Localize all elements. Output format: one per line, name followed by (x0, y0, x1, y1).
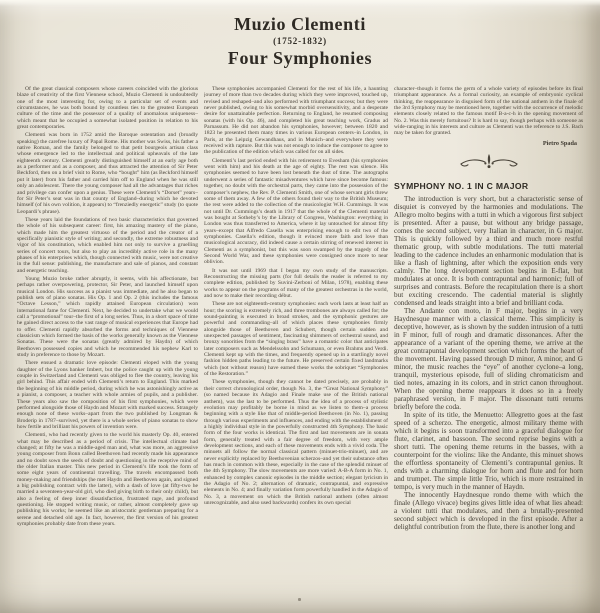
continuation-paragraph: character–though it forms the germ of a whole variety of episodes before its final triumphant appearance. As a formal curiosity, an example of embryonic cyclical thinking, the reappearance in disguised form of the national anthem in the finale of the 3rd Symphony may be mentioned here, together with the occurrence of melodic elements closely related to the famous motif B-a-c-h in the opening movement of No. 2. Was this merely fortuitous? It is hard to say, though perhaps with someone as wide-ranging in his interests and culture as Clementi was the reference to J.S. Bach may be taken for granted. (394, 86, 583, 137)
paragraph: These symphonies accompanied Clementi for the rest of his life, a haunting journey of more than two decades during which they were improved, touched up, revised and reshaped–and also performed with triumphant success; but they were never published, owing to his somewhat morbid oversensitivity, and a desperate desire for unattainable perfection. Returning to England, he resumed composing sonatas (with his Op. 46), and completed his great teaching work, Gradus ad Parnassum. He did not abandon his symphonies, however; between 1820 and 1823 he presented them many times in various European centers–in London, in Paris, at the Leipzig Gewandhaus, and in Munich–and everywhere they were received with rapture. But this was not enough to induce the composer to agree to the publication of the edition which was called for on all sides. (204, 86, 388, 156)
column-right (394, 86, 583, 607)
column-left (17, 86, 198, 607)
paragraph: It was not until 1969 that I began my own study of the manuscripts. Reconstructing the missing parts (for full details the reader is referred to my complete edition, published by Suvini-Zerboni of Milan, 1978), enabling these works to appear on the programs of many of the greatest orchestras in the world, and now to make their recording début. (204, 267, 388, 299)
page-center-mark (298, 598, 301, 601)
paragraph: Of the great classical composers whose careers coincided with the glorious blaze of creativity of the first Viennese school, Muzio Clementi is undoubtedly one of the most interesting for, owing to a particular set of events and circumstances, he was both bound by countless ties to the greatest European culture of the time and the possessor of a quality of anomalous uniqueness–which meant that he occupied a somewhat isolated position in relation to his great contemporaries. (17, 86, 198, 131)
paragraph: The innocently Haydnesque rondo theme with which the finale (Allego vivace) begins gives little idea of what lies ahead: a violent tutti that modulates, and then a brutally-presented second subject which is developed in the first episode. After a delightful contribution from the flute, there is another long and (394, 490, 583, 531)
paragraph: There ensued a dramatic love episode: Clementi eloped with the young daughter of the Lyons banker Imbert, but the police caught up with the young couple in Switzerland and Clementi was obliged to flee the country, leaving his girl behind. This affair ended with Clementi’s return to England. This marked the beginning of his middle period, during which he was astonishingly active as a pianist, a composer, a teacher with whole armies of pupils, and a publisher. These years also saw the composition of his first symphonies, which were performed alongside those of Haydn and Mozart with marked success. Strangely enough none of these works–apart from the two published by Longman & Broderip in 1787–survived, yet there is a whole series of piano sonatas to show how fertile and brilliant his powers of invention were. (17, 360, 198, 430)
page-top-edge (0, 0, 600, 6)
fleuron-ornament (394, 153, 583, 175)
paragraph: Clementi’s last period ended with his retirement to Evesham (his symphonies went with him) and his death at the age of eighty. The rest was silence. His symphonies seemed to have been lost beneath the dust of time. The autographs underwent a series of fantastic misadventures which have since become famous: together, no doubt with the orchestral parts, they came into the possession of the composer’s nephew, the Rev. P. Clementi Smith, one of whose servant girls threw some of them away. A few of the others found their way to the British Museum; the rest were added to the collection of the musicologist W.H. Cummings. It was not until Dr. Cummings’s death in 1917 that the whole of the Clementi material was bought at Sotheby’s by the Library of Congress, Washington: everything in London was thus transferred to America, where it lay untouched for almost fifty years–except that Alfredo Casella was enterprising enough to edit two of the symphonies. Casella’s edition, though it evinced more faith and love than musicological accuracy, did indeed cause a certain stirring of renewed interest in Clementi as a symphonist, but this was soon swamped by the tragedy of the Second World War, and these symphonies were consigned once more to near oblivion. (204, 157, 388, 266)
paragraph: The introduction is very short, but a characteristic sense of disquiet is conveyed by the harmonies and modulations. The Allegro molto begins with a tutti in which a vigorous first subject is presented. After a pause, but without any bridge passage, comes the second subject, very Italian in character, in G major. This is quickly followed by a third and much more restful thematic group, with subtle modulations. The tutti material leading to the cadence includes an enharmonic modulation that is like a flash of lightning, after which the exposition ends very calmly. The long development section begins in E-flat, but modulates at once. It is both contrapuntal and harmonic; full of surprises and contrasts. Before the recapitulation there is a short but exciting crescendo. The cadential material is slightly condensed and leads straight into a brief and brilliant coda. (394, 194, 583, 307)
symphony-1-notes (394, 195, 583, 531)
author-byline: Pietro Spada (542, 139, 577, 147)
title-block (0, 14, 600, 69)
paragraph: These years laid the foundations of two basic characteristics that governed the whole of his subsequent career: first, his amazing mastery of the piano, which made him the greatest virtuoso of the period and the creator of a specifically pianistic style of writing; and secondly, the extreme robustness and vigor of his constitution, which enabled him not only to survive a gruelling series of concert tours, but also to play an incredibly active role in the many phases of his enterprises which, though connected with music, were not creative in the full sense: publishing, the manufacture and sale of pianos, and constant and energetic teaching. (17, 216, 198, 274)
section-heading: SYMPHONY NO. 1 IN C MAJOR (394, 180, 529, 191)
paragraph: Clementi was born in 1752 amid the Baroque ostentation and (broadly speaking) the carefree luxury of Papal Rome. His mother was Swiss, his father a native Roman, and the family belonged to that petit bourgeois artisan class whose emergence led to the intellectual and political upheavals of the late eighteenth century. Clementi greatly distinguished himself at an early age both as a performer and as a composer, and thus attracted the attention of Sir Peter Beckford, then on a brief visit to Rome, who “bought” him (as Beckford himself put it later) from his father and carried him off to England when he was still only an adolescent. There the young composer had all the advantages that riches and privilege can confer upon a genius. These were Clementi’s “Dorset” years–for Sir Peter’s seat was in that county of England–during which he devoted himself (of his own volition, it appears) to “frenziedly energetic” study (to quote Leopardi’s phrase). (17, 132, 198, 215)
paragraph: The Andante con moto, in F major, begins in a very Haydnesque manner with a classical theme. This simplicity is deceptive, however, as is shown by the sudden intrusion of a tutti in F minor, full of rough and dramatic dissonances. After the appearance of a variant of the opening theme, we arrive at the great contrapuntal development section which forms the heart of the movement. Having passed through D minor, A minor, and G minor, the music reaches the “eye” of another cyclone–a long, tranquil, mysterious episode, full of sliding chromaticism and tied notes, amazing in its colors, and in strict canon throughout. When the opening theme reappears it does so in a freely paraphrased version, in F major. The dissonant tutti returns briefly before the coda. (394, 306, 583, 411)
text-columns (17, 86, 587, 607)
paragraph: These are not eighteenth-century symphonies: each work lasts at least half an hour; the scoring is extremely rich, and three trombones are always called for; the sound-painting is executed in broad strokes, and the symphonic gestures are powerful and commanding–all of which places these symphonies firmly alongside those of Beethoven and Schubert, though certain sudden and unexpected passages of sentiment, fascinating shimmers of orchestral sound, and bronzy sonorities from the “singing brass” have a romantic color that anticipates later composers such as Mendelssohn and Schumann, or even Brahms and Verdi. Clementi kept up with the times, and frequently opened up in a startlingly novel fashion hidden paths leading to the future. He preserved certain fixed landmarks which (not without reason) have earned these works the sobriquet “Symphonies of the Restoration.” (204, 301, 388, 378)
paragraph: Young Muzio broke rather abruptly, it seems, with his affectionate, but perhaps rather overpowering, protector, Sir Peter, and launched himself upon musical London. His success as a pianist was immediate, and he also began to publish sets of piano sonatas. His Op. 1 and Op. 2 (this includes the famous “Octave Lesson,” which rapidly attained European circulation) won international fame for Clementi. Next, he decided to undertake what we would call a “promotional” tour–the first of a long series. Thus, in a short space of time he gained direct access to the vast range of musical experiences that Europe had to offer. Clementi rapidly absorbed the forms and techniques of Viennese classicism which formed the basis of the works generally known as the Viennese Sonatas. These were the sonatas (greatly admired by Haydn) of which Beethoven possessed copies and which he recommended his nephew Karl to study in preference to those by Mozart. (17, 275, 198, 359)
paragraph: In spite of its title, the Menuetto: Allegretto goes at the fast speed of a scherzo. The energetic, almost military theme with which it begins is soon transformed into a graceful dialogue for flute, clarinet, and bassoon. The second reprise begins with a short tutti. The opening theme returns in the basses, with a counterpoint for the violins: like the Andante, this minuet shows the effortless spontaneity of Clementi’s contrapuntal genius. It ends with a charming dialogue for horn and flute and for horn and trumpet. The simple little Trio, which is more restrained in tempo, is very much in the manner of Haydn. (394, 410, 583, 491)
work-title: Four Symphonies (227, 48, 373, 68)
paragraph: These symphonies, though they cannot be dated precisely, are probably in their correct chronological order, though No. 3, the “Great National Symphony” (so named because its Adagio and Finale make use of the British national anthem), was the last to be performed. Thus the idea of a process of stylistic evolution may profitably be borne in mind as we listen to them–a process beginning with a style like that of middle-period Beethoven (in No. 1), passing through various experiments and influences, and ending with the establishment of a highly individual style in the powerfully constructed 4th Symphony. The basic form of the four works is identical. The first and last movements are in sonata form, generally treated with a fair degree of freedom, with very ample development sections, and each of these movements ends with a vivid coda. The minuets all follow the normal classical pattern (minuet-trio-minuet), and are never explicitly replaced by Beethovenian scherzos–and yet their substance often has much in common with these, especially in the case of the splendid minuet of the 4th Symphony. The slow movements are more varied: A-B-A form in No. 1, enhanced by complex canonic episodes in the middle section; elegant lyricism in the Adagio of No. 2; alternation of dramatic, contrapuntal, and expressive elements in No. 4; and finally variation form powerfully handled in the Adagio of No. 3, a movement on which the British national anthem (often almost unrecognizable, and also used backwards) confers its own special (204, 379, 388, 506)
composer-dates: (1752-1832) (273, 36, 327, 46)
composer-title: Muzio Clementi (234, 14, 366, 34)
column-middle (204, 86, 388, 607)
paragraph: Clementi, who had recently given to the world his masterly Op. 40, entered what may be described as a period of crisis. The intellectual climate had changed; at fifty he was a middle-aged man and, what was more, an aggressive young composer from Bonn called Beethoven had recently made his appearance and no doubt sown the seeds of doubt and questioning in the receptive mind of the older Italian master. This new period in Clementi’s life took the form of some eight years of continental travelling. The travels encompassed both money-making and friendships (he met Haydn and Beethoven again, and signed a big publishing contract with the latter), with a dash of love (at fifty-two he married a seventeen-year-old girl, who died giving birth to their only child), but also a feeling of deep inner dissatisfaction, frustrated rage, and profound questioning. He stopped writing music, or rather, almost completely gave up publishing his works; he seemed like an aristocratic gentleman preparing for a serene and detached old age. In fact, however, the first version of his greatest symphonies probably date from these years. (17, 432, 198, 528)
